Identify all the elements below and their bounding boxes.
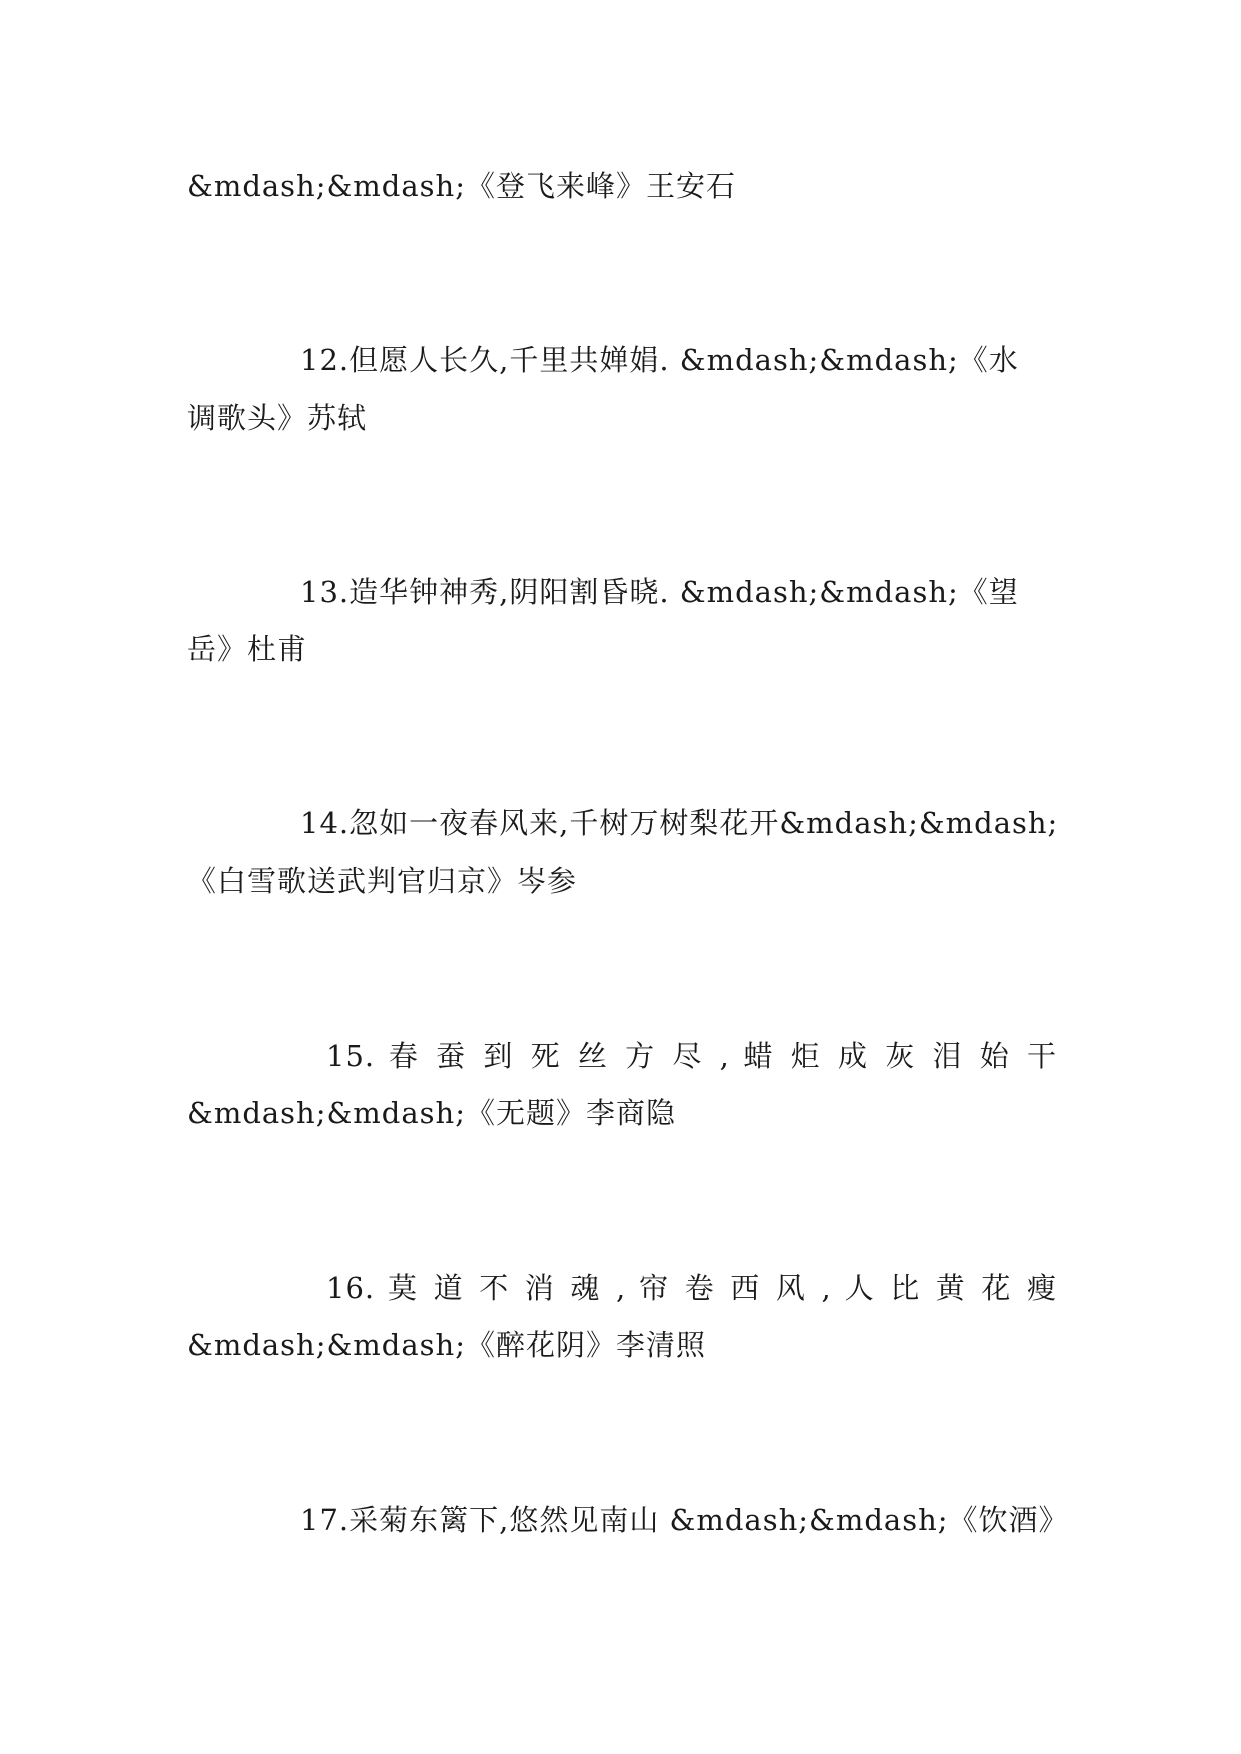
item-15-line-1: 15. 春 蚕 到 死 丝 方 尽 , 蜡 炬 成 灰 泪 始 干 [326, 1039, 1057, 1073]
item-12-line-1: 12.但愿人长久,千里共婵娟. &mdash;&mdash;《水 [300, 343, 1019, 377]
item-16-line-1: 16. 莫 道 不 消 魂 , 帘 卷 西 风 , 人 比 黄 花 瘦 [326, 1271, 1057, 1305]
item-17-line-1: 17.采菊东篱下,悠然见南山 &mdash;&mdash;《饮酒》 [300, 1503, 1069, 1537]
text-line-1: &mdash;&mdash;《登飞来峰》王安石 [187, 169, 736, 203]
item-14-line-1: 14.忽如一夜春风来,千树万树梨花开&mdash;&mdash; [300, 806, 1059, 840]
item-16-line-2: &mdash;&mdash;《醉花阴》李清照 [187, 1328, 706, 1362]
item-13-line-2: 岳》杜甫 [187, 632, 308, 666]
item-15-line-2: &mdash;&mdash;《无题》李商隐 [187, 1096, 676, 1130]
item-14-line-2: 《白雪歌送武判官归京》岑参 [187, 864, 578, 898]
item-13-line-1: 13.造华钟神秀,阴阳割昏晓. &mdash;&mdash;《望 [300, 575, 1019, 609]
item-12-line-2: 调歌头》苏轼 [187, 401, 368, 435]
